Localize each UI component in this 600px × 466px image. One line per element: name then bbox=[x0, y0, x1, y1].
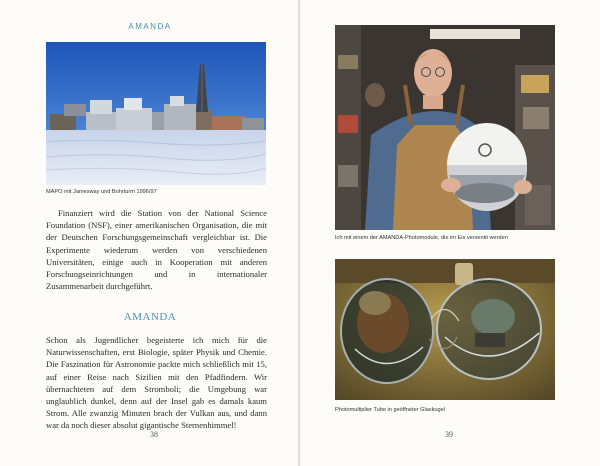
running-head: AMANDA bbox=[128, 22, 172, 31]
section-title: AMANDA bbox=[123, 311, 177, 323]
page-number: 38 bbox=[150, 430, 158, 439]
photo-photomultiplier bbox=[335, 259, 555, 400]
photo-mapo-station bbox=[46, 42, 266, 185]
photo-caption: Ich mit einem der AMANDA-Photomodule, die im Eis versenkt werden bbox=[335, 235, 508, 241]
right-page bbox=[300, 0, 600, 466]
glass-sphere-illustration bbox=[335, 259, 555, 400]
person-with-module-illustration bbox=[335, 25, 555, 230]
body-paragraph: Finanziert wird die Station von der National Science Foundation (NSF), einer amerikanischen Organisation, die mit der Deutschen Forschungsgemeinschaft vergleichbar ist. Die Experimente wiederum werden von verschiedenen Universitäten, einige auch in Kooperation mit anderen Forschungseinrichtungen und in internationaler Zusammenarbeit durchgeführt. bbox=[46, 208, 267, 292]
station-illustration bbox=[46, 42, 266, 185]
photo-caption: Photomultiplier Tube in geöffneter Glaskugel bbox=[335, 407, 445, 413]
photo-photomodule bbox=[335, 25, 555, 230]
page-number: 39 bbox=[445, 430, 453, 439]
photo-caption: MAPO mit Jamesway und Bohrturm 1996/97 bbox=[46, 189, 157, 195]
body-paragraph: Schon als Jugendlicher begeisterte ich mich für die Naturwissenschaften, erst Biologie, später Physik und Chemie. Die Faszination für Astronomie packte mich schließlich mit 15, auf einer Reise nach Sizilien mit den Pfadfindern. Wir übernachteten auf dem Stromboli; die Umgebung war unglaublich dunkel, denn auf der Insel gab es damals kaum Strom. Alle zwanzig Minuten brach der Vulkan aus, und dann war da noch dieser absolut gigantische Sternenhimmel! bbox=[46, 335, 267, 431]
